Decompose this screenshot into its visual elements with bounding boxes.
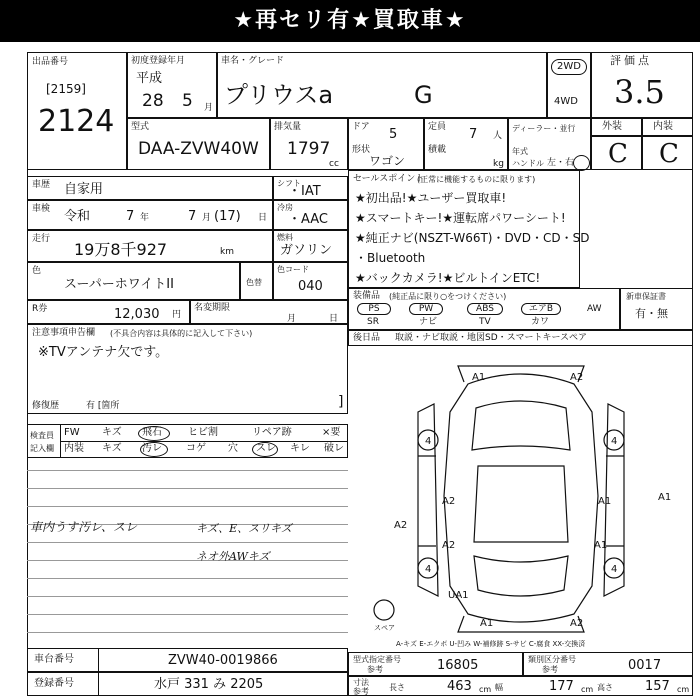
load-label: 積載 [428, 145, 447, 155]
registration-year: 28 [142, 91, 164, 111]
drive-2wd: 2WD [551, 59, 587, 75]
damage-mark: A1 [658, 492, 672, 503]
ac-value: ・AAC [288, 212, 328, 227]
dims-width: 177 [549, 679, 574, 694]
color-code-label: 色コード [277, 265, 309, 274]
car-hood [472, 401, 570, 450]
capacity-value: 7 [469, 127, 478, 142]
damage-mark: A1 [598, 496, 612, 507]
sales-point-line: ★純正ナビ(NSZT-W66T)・DVD・CD・SD [355, 231, 590, 245]
history-cell [27, 176, 273, 200]
car-rear-window [474, 556, 568, 596]
handle-label: ハンドル [512, 159, 544, 168]
dims-length-label: 長さ [389, 683, 405, 692]
sales-point-line: ★スマートキー!★運転席パワーシート! [355, 211, 566, 225]
shift-cell [273, 176, 348, 200]
history-value: 自家用 [64, 182, 104, 197]
capacity-label: 定員 [428, 122, 447, 132]
exterior-grade-cell [591, 136, 642, 170]
damage-mark: A1 [480, 618, 494, 629]
mileage-value: 19万8千927 [74, 240, 168, 259]
wheel-mark: 4 [611, 564, 618, 575]
warranty-value: 有・無 [635, 307, 668, 320]
inspection-cell [27, 200, 273, 230]
car-name-cell [217, 52, 547, 118]
name-change-label: 名変期限 [194, 303, 231, 313]
equip-abs: ABS [467, 303, 503, 315]
color-no-cell [240, 262, 273, 300]
chassis-value: ZVW40-0019866 [168, 653, 278, 668]
notes-text: ※TVアンテナ欠です。 [38, 345, 169, 360]
inspection-month-unit: 月 [202, 213, 212, 223]
repair-value: 有 [箇所 [86, 401, 120, 411]
capacity-load-cell [424, 118, 508, 170]
inspection-year: 7 [126, 209, 135, 224]
dims-length-unit: cm [479, 685, 492, 694]
sales-point-line: ★バックカメラ!★ビルトインETC! [355, 271, 541, 285]
rear-items-cell [348, 330, 693, 346]
damage-mark: A2 [570, 372, 584, 383]
equip-ps: PS [357, 303, 391, 315]
plate-cell [27, 672, 348, 696]
score-label: 評価点 [610, 54, 652, 67]
car-name-label: 車名・グレード [221, 56, 285, 66]
inspector-r1-2: ヒビ割 [188, 427, 218, 438]
chassis-label: 車台番号 [34, 654, 74, 665]
fuel-value: ガソリン [280, 243, 333, 258]
sales-points-sub: (正常に機能するものに限ります) [417, 175, 536, 184]
spare-label: スペア [374, 624, 395, 632]
hand-note: キズ、E、スリキズ [196, 522, 292, 535]
score-cell [591, 52, 693, 118]
handle-right-circle [573, 155, 590, 171]
wheel-mark: 4 [425, 436, 432, 447]
registration-cell [127, 52, 217, 118]
equip-airbag: エアB [521, 303, 561, 315]
dims-width-label: 幅 [495, 683, 503, 692]
equipment-cell [348, 288, 620, 330]
equipment-label: 装備品 [353, 291, 381, 301]
sales-points-label: セールスポイント [353, 174, 425, 184]
color-code-cell [273, 262, 348, 300]
interior-grade: C [659, 139, 679, 169]
registration-month-unit: 月 [204, 103, 214, 113]
lot-sub-number: [2159] [46, 82, 86, 96]
dims-height-label: 高さ [597, 683, 613, 692]
type-spec-label: 型式指定番号 [353, 655, 401, 664]
type-spec-value: 16805 [437, 658, 479, 673]
dims-height: 157 [645, 679, 670, 694]
shape-label: 形状 [352, 145, 371, 155]
car-name: プリウスa [224, 81, 334, 109]
inspector-interior: 内装 [64, 443, 84, 454]
model-value: DAA-ZVW40W [138, 139, 259, 159]
damage-mark: UA1 [448, 590, 469, 601]
score-value: 3.5 [614, 73, 665, 111]
color-label: 色 [32, 266, 42, 276]
rear-items-label: 後日品 [353, 333, 381, 343]
damage-mark: A2 [442, 540, 456, 551]
shift-value: ・IAT [288, 184, 321, 199]
name-change-day: 日 [329, 314, 339, 324]
dealer-cell [508, 118, 591, 170]
inspector-r1-1: 飛石 [142, 427, 162, 438]
plate-label: 登録番号 [34, 678, 74, 689]
registration-month: 5 [182, 91, 193, 111]
category-cell [523, 652, 693, 676]
sales-point-line: ★初出品!★ユーザー買取車! [355, 191, 507, 205]
inspection-month: 7 [188, 209, 197, 224]
fuel-cell [273, 230, 348, 262]
ac-cell [273, 200, 348, 230]
inspector-r2-3: 穴 [228, 443, 238, 454]
category-label: 類別区分番号 [528, 655, 576, 664]
circle-mark [252, 442, 278, 457]
handle-options: 左・右 [547, 158, 575, 168]
inspector-label-1: 検査員 [30, 431, 54, 440]
inspector-label-2: 記入欄 [30, 444, 54, 453]
warranty-label: 新車保証書 [626, 292, 666, 301]
type-spec-sub: 参考 [367, 665, 383, 674]
dealer-label: ディーラー・並行 [512, 124, 576, 133]
chassis-cell [27, 648, 348, 672]
wheel-mark: 4 [611, 436, 618, 447]
model-label: 型式 [131, 122, 150, 132]
wheel-mark: 4 [425, 564, 432, 575]
car-diagram [348, 346, 693, 646]
doors-value: 5 [389, 127, 398, 142]
name-change-cell [190, 300, 348, 324]
recycle-unit: 円 [172, 310, 182, 320]
load-unit: kg [493, 159, 504, 169]
doors-shape-cell [348, 118, 424, 170]
inspection-label: 車検 [32, 204, 51, 214]
circle-mark [138, 426, 170, 441]
equip-navi: ナビ [419, 317, 438, 327]
exterior-label: 外装 [602, 121, 622, 132]
registration-era: 平成 [136, 71, 163, 86]
exterior-grade: C [608, 139, 628, 169]
interior-grade-cell [642, 136, 693, 170]
inspection-year-unit: 年 [140, 213, 150, 223]
damage-legend: A-キズ E-エクボ U-凹み W-補修跡 S-サビ C-腐食 XX-交換済 [396, 640, 586, 648]
inspection-day: (17) [214, 209, 241, 224]
interior-label-cell [642, 118, 693, 136]
circle-mark [140, 442, 168, 457]
inspector-r1-4: ×要 [322, 427, 341, 438]
equip-leather: カワ [531, 317, 550, 327]
inspector-r2-6: 破レ [324, 443, 344, 454]
plate-value: 水戸 331 み 2205 [154, 677, 264, 692]
warranty-cell [620, 288, 693, 330]
car-body-outline [444, 374, 598, 622]
shape-value: ワゴン [369, 154, 406, 168]
car-roof [474, 466, 568, 542]
capacity-unit: 人 [493, 131, 503, 141]
color-value: スーパーホワイトII [64, 277, 174, 292]
lot-label: 出品番号 [32, 57, 69, 67]
banner-title: ★再セリ有★買取車★ [0, 0, 700, 42]
inspector-r2-5: キレ [290, 443, 310, 454]
interior-label: 内装 [653, 121, 673, 132]
displacement-value: 1797 [287, 139, 331, 159]
doors-label: ドア [352, 122, 370, 132]
damage-mark: A2 [570, 618, 584, 629]
name-change-month: 月 [287, 314, 297, 324]
repair-label: 修復歴 [32, 401, 60, 411]
category-sub: 参考 [542, 665, 558, 674]
equipment-sub: (純正品に限り○をつけください) [389, 292, 507, 301]
inspector-r2-1: 汚レ [142, 443, 162, 454]
sales-points-cell [348, 170, 590, 288]
type-spec-cell [348, 652, 523, 676]
mileage-unit: km [220, 247, 234, 257]
fuel-label: 燃料 [277, 233, 293, 242]
displacement-label: 排気量 [274, 122, 302, 132]
lot-cell [27, 52, 127, 170]
equip-sr: SR [367, 317, 379, 327]
equip-tv: TV [479, 317, 491, 327]
drive-4wd: 4WD [554, 96, 578, 107]
dims-sub: 参考 [353, 687, 369, 696]
mileage-label: 走行 [32, 234, 51, 244]
inspector-r1-3: リペア跡 [252, 427, 292, 438]
spare-tire [374, 600, 394, 620]
damage-mark: A2 [394, 520, 408, 531]
inspector-r1-0: キズ [102, 427, 122, 438]
inspector-fw: FW [64, 427, 80, 438]
sales-point-line: ・Bluetooth [355, 251, 426, 265]
car-grade: G [414, 81, 433, 109]
inspector-r2-2: コゲ [186, 443, 206, 454]
inspector-r2-0: キズ [102, 443, 122, 454]
dims-cell [348, 676, 693, 696]
recycle-cell [27, 300, 190, 324]
damage-mark: A1 [594, 540, 608, 551]
recycle-label: R券 [32, 304, 48, 314]
inspection-day-unit: 日 [258, 213, 268, 223]
repair-close: ] [338, 394, 344, 410]
shift-label: シフト [277, 179, 301, 188]
displacement-unit: cc [329, 159, 339, 169]
dims-length: 463 [447, 679, 472, 694]
hand-note: ネオ外AWキズ [196, 550, 270, 563]
color-cell [27, 262, 240, 300]
inspector-r2-4: スレ [256, 443, 276, 454]
color-code-value: 040 [298, 279, 323, 294]
ac-label: 冷房 [277, 203, 293, 212]
exterior-label-cell [591, 118, 642, 136]
registration-label: 初度登録年月 [131, 56, 186, 66]
damage-mark: A2 [442, 496, 456, 507]
notes-sub: (不具合内容は具体的に記入して下さい) [110, 329, 253, 338]
damage-mark: A1 [472, 372, 486, 383]
drive-cell [547, 52, 591, 118]
history-label: 車歴 [32, 180, 51, 190]
inspector-cell [27, 424, 348, 458]
equip-aw: AW [587, 304, 602, 314]
model-cell [127, 118, 270, 170]
color-no-label: 色替 [246, 278, 262, 287]
mileage-cell [27, 230, 273, 262]
lot-number: 2124 [38, 104, 115, 139]
hand-note: 車内うす汚レ、スレ [30, 520, 138, 534]
category-value: 0017 [628, 658, 662, 673]
dims-height-unit: cm [677, 685, 690, 694]
rear-items-value: 取説・ナビ取説・地図SD・スマートキースペア [395, 333, 588, 343]
dims-label: 寸法 [353, 678, 369, 687]
notes-cell [27, 324, 348, 414]
recycle-value: 12,030 [114, 307, 160, 322]
inspection-era: 令和 [64, 209, 91, 224]
displacement-cell [270, 118, 348, 170]
equip-pw: PW [409, 303, 443, 315]
dims-width-unit: cm [581, 685, 594, 694]
year-type-label: 年式 [512, 147, 528, 156]
notes-label: 注意事項申告欄 [32, 328, 96, 338]
